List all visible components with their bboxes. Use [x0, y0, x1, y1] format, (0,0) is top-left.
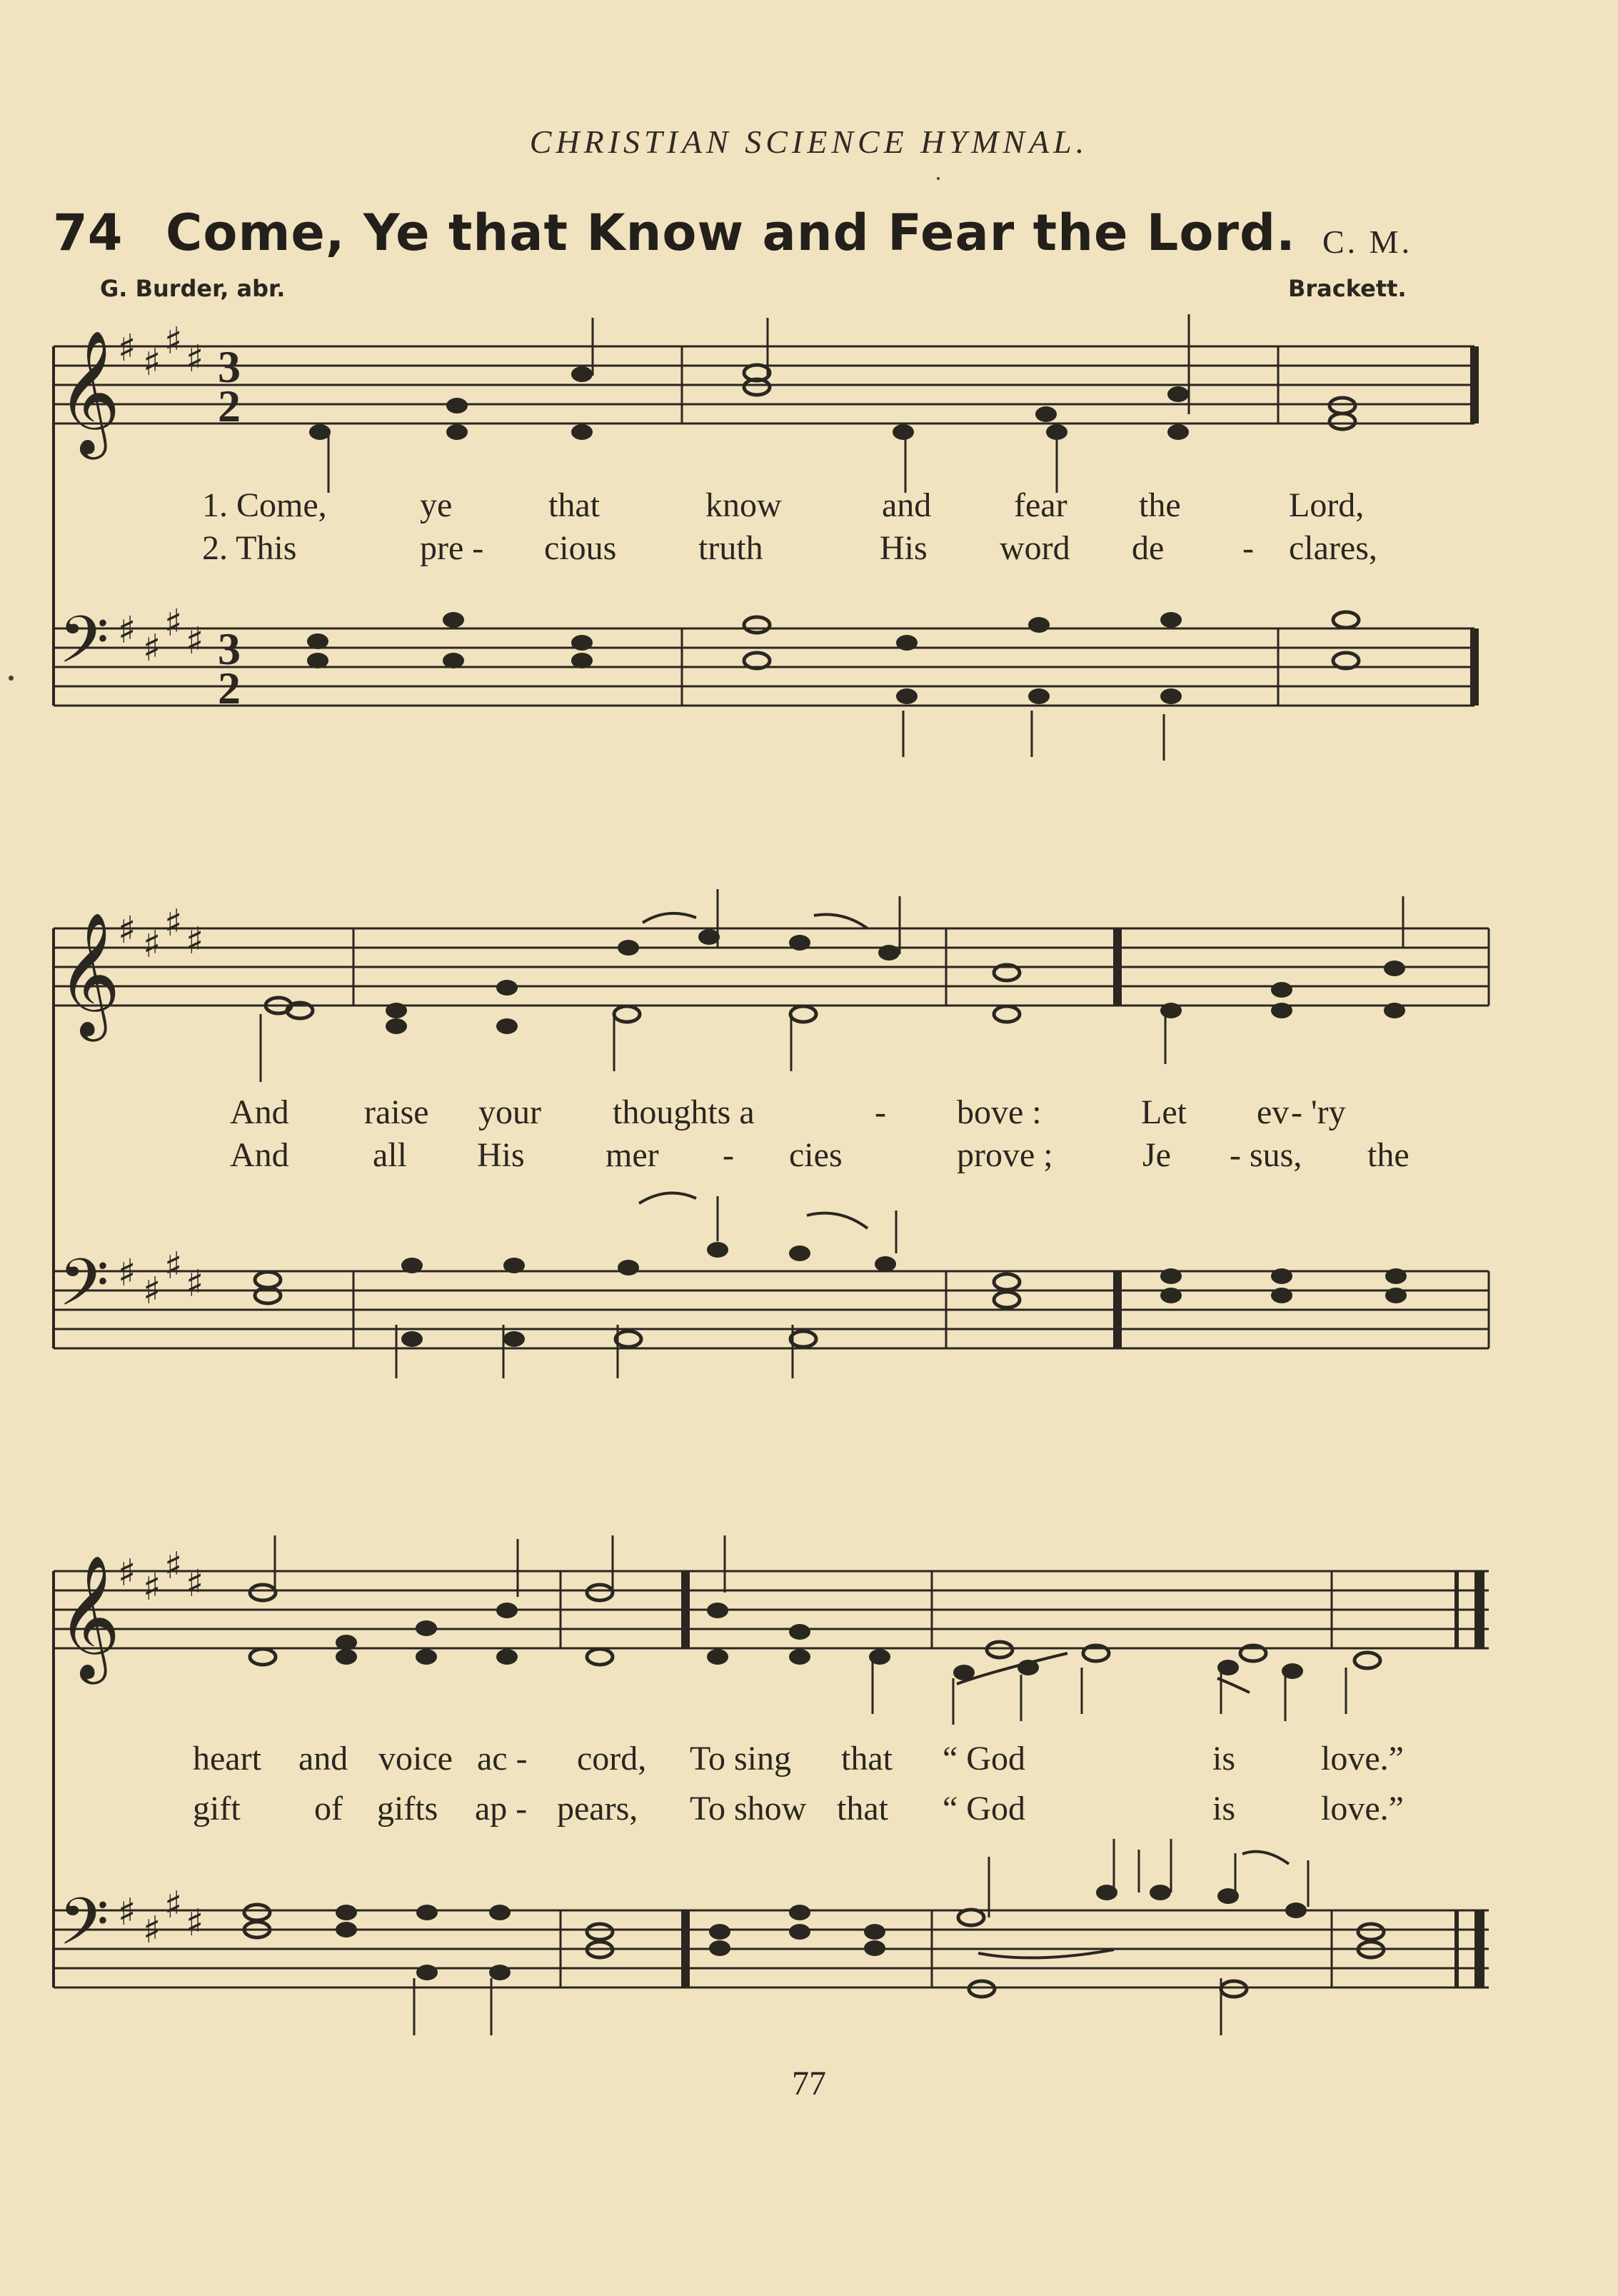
lyric-syllable: truth [698, 529, 763, 567]
lyric-syllable: pears, [557, 1790, 638, 1828]
lyric-syllable: His [880, 529, 928, 567]
lyric-syllable: is [1212, 1790, 1236, 1828]
svg-text:♯: ♯ [164, 902, 183, 945]
svg-text:♯: ♯ [143, 1270, 161, 1313]
svg-text:♯: ♯ [118, 909, 136, 952]
svg-text:♯: ♯ [118, 1891, 136, 1934]
lyric-syllable: Let [1141, 1093, 1187, 1131]
svg-text:2: 2 [218, 381, 241, 431]
lyric-syllable: raise [364, 1093, 429, 1131]
hymn-title: Come, Ye that Know and Fear the Lord. [166, 204, 1296, 262]
lyric-syllable: His [477, 1136, 525, 1174]
svg-text:♯: ♯ [118, 1252, 136, 1295]
print-speck [9, 676, 14, 681]
lyric-syllable: thoughts a [613, 1093, 755, 1131]
lyric-syllable: mer [606, 1136, 659, 1174]
page-number: 77 [792, 2065, 826, 2102]
lyric-syllable: - [1242, 529, 1254, 567]
hymn-author: G. Burder, abr. [100, 275, 286, 302]
lyric-syllable: word [1000, 529, 1070, 567]
svg-text:♯: ♯ [118, 609, 136, 652]
svg-text:𝄢: 𝄢 [59, 602, 109, 693]
lyric-syllable: - [723, 1136, 734, 1174]
lyric-syllable: “ God [943, 1740, 1025, 1778]
hymn-number: 74 [53, 204, 123, 262]
lyric-syllable: - 'ry [1291, 1093, 1346, 1131]
lyric-syllable: - [875, 1093, 886, 1131]
lyric-syllable: heart [193, 1740, 261, 1778]
lyric-syllable: To sing [690, 1740, 791, 1778]
svg-text:♯: ♯ [143, 1909, 161, 1952]
lyric-syllable: ac - [477, 1740, 528, 1778]
lyric-syllable: love.” [1321, 1790, 1404, 1828]
lyric-syllable: is [1212, 1740, 1236, 1778]
lyric-syllable: all [373, 1136, 407, 1174]
lyric-syllable: 2. This [202, 529, 297, 567]
svg-text:♯: ♯ [143, 923, 161, 966]
lyric-syllable: cord, [577, 1740, 647, 1778]
music-system-3 [0, 1521, 1618, 2035]
lyric-syllable: and [298, 1740, 348, 1778]
svg-text:♯: ♯ [164, 1884, 183, 1927]
lyric-syllable: the [1367, 1136, 1410, 1174]
lyric-syllable: ap - [475, 1790, 528, 1828]
svg-text:♯: ♯ [186, 1902, 204, 1945]
lyric-syllable: that [548, 486, 600, 524]
svg-text:♯: ♯ [143, 341, 161, 384]
lyric-syllable: and [882, 486, 932, 524]
lyric-syllable: ev [1257, 1093, 1290, 1131]
print-speck [937, 177, 940, 180]
svg-text:𝄞: 𝄞 [57, 330, 121, 454]
lyric-syllable: ye [420, 486, 453, 524]
lyric-syllable: gift [193, 1790, 241, 1828]
svg-text:𝄢: 𝄢 [59, 1884, 109, 1975]
lyric-syllable: Lord, [1289, 486, 1365, 524]
lyric-syllable: To show [690, 1790, 807, 1828]
lyric-syllable: of [314, 1790, 343, 1828]
svg-text:♯: ♯ [143, 1566, 161, 1609]
svg-text:♯: ♯ [164, 1545, 183, 1588]
lyric-syllable: the [1139, 486, 1181, 524]
lyric-syllable: voice [378, 1740, 453, 1778]
svg-text:♯: ♯ [164, 1245, 183, 1288]
svg-text:3: 3 [218, 341, 241, 392]
lyric-syllable: pre - [420, 529, 484, 567]
svg-text:𝄢: 𝄢 [59, 1245, 109, 1336]
svg-text:3: 3 [218, 623, 241, 674]
lyric-syllable: de [1132, 529, 1165, 567]
lyric-syllable: “ God [943, 1790, 1025, 1828]
lyric-syllable: bove : [957, 1093, 1042, 1131]
lyric-syllable: your [478, 1093, 541, 1131]
lyric-syllable: And [230, 1093, 289, 1131]
svg-text:♯: ♯ [186, 338, 204, 381]
lyric-syllable: cies [789, 1136, 843, 1174]
running-head: CHRISTIAN SCIENCE HYMNAL. [529, 124, 1089, 160]
lyric-syllable: gifts [377, 1790, 438, 1828]
lyric-syllable: fear [1014, 486, 1067, 524]
svg-text:♯: ♯ [186, 1263, 204, 1305]
svg-text:♯: ♯ [118, 327, 136, 370]
lyric-syllable: that [837, 1790, 888, 1828]
lyric-syllable: clares, [1289, 529, 1377, 567]
hymn-meter: C. M. [1322, 224, 1413, 260]
svg-text:𝄞: 𝄞 [57, 912, 121, 1036]
lyric-syllable: know [705, 486, 782, 524]
lyric-syllable: love.” [1321, 1740, 1404, 1778]
lyric-syllable: 1. Come, [202, 486, 327, 524]
svg-text:♯: ♯ [186, 1563, 204, 1605]
lyric-syllable: And [230, 1136, 289, 1174]
svg-text:♯: ♯ [143, 627, 161, 670]
lyric-syllable: cious [544, 529, 617, 567]
svg-text:♯: ♯ [186, 920, 204, 963]
hymn-composer: Brackett. [1288, 275, 1407, 302]
svg-text:2: 2 [218, 663, 241, 713]
lyric-syllable: Je [1142, 1136, 1171, 1174]
svg-text:♯: ♯ [164, 602, 183, 645]
svg-text:♯: ♯ [186, 620, 204, 663]
svg-text:♯: ♯ [118, 1552, 136, 1595]
svg-text:♯: ♯ [164, 320, 183, 363]
lyric-syllable: prove ; [957, 1136, 1053, 1174]
lyric-syllable: - sus, [1230, 1136, 1302, 1174]
svg-text:𝄞: 𝄞 [57, 1555, 121, 1679]
lyric-syllable: that [841, 1740, 893, 1778]
